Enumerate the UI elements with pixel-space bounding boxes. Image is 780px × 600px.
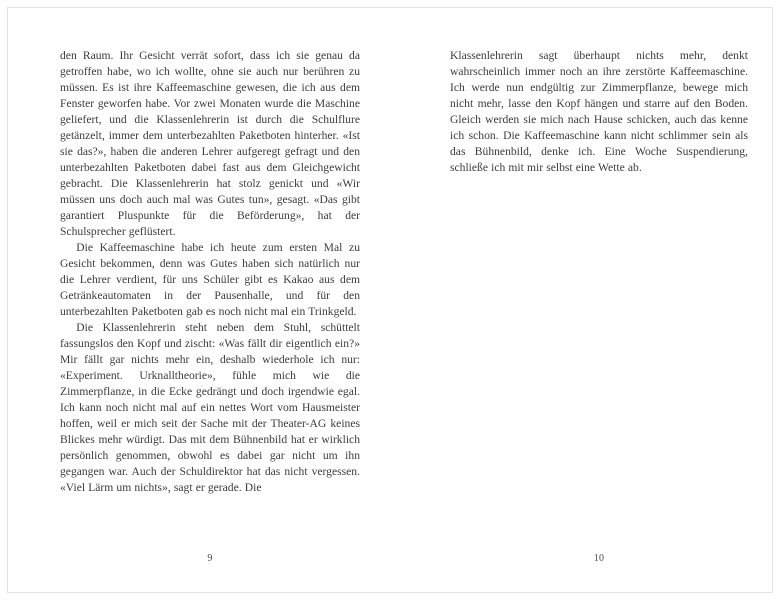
page-number-left: 9 bbox=[207, 553, 213, 564]
paragraph: Die Klassenlehrerin steht neben dem Stuhl, schüttelt fassungslos den Kopf und zischt: «Was fällt dir eigentlich ein?» Mir fällt gar nichts mehr ein, deshalb wiederhole ich nur: «Experiment. Urknalltheorie», fühle mich wie die Zimmerpflanze, in die Ecke gedrängt und doch irgendwie egal. Ich kann noch nicht mal auf ein nettes Wort vom Hausmeister hoffen, weil er mich seit der Sache mit der Theater-AG keines Blickes mehr würdigt. Das mit dem Bühnenbild hat er wirklich persönlich genommen, obwohl es dabei gar nicht um ihn gegangen war. Auch der Schuldirektor hat das nicht vergessen. «Viel Lärm um nichts», sagt er gerade. Die bbox=[60, 321, 360, 494]
paragraph: Die Kaffeemaschine habe ich heute zum ersten Mal zu Gesicht bekommen, denn was Gutes haben sich natürlich nur die Lehrer verdient, für uns Schüler gibt es Kakao aus dem Getränkeautomaten in der Pausenhalle, und für den unterbezahlten Paketboten gab es noch nicht mal ein Trinkgeld. bbox=[60, 241, 360, 318]
page-left bbox=[60, 48, 360, 496]
page-number-right: 10 bbox=[593, 553, 605, 564]
paragraph-continuation: den Raum. Ihr Gesicht verrät sofort, dass ich sie genau da getroffen habe, wo ich wollte, ohne sie auch nur berühren zu müssen. Es ist ihre Kaffeemaschine gewesen, die ich aus dem Fenster geworfen habe. Vor zwei Monaten wurde die Maschine geliefert, und die Klassenlehrerin ist durch die Schulflure getänzelt, immer dem unterbezahlten Paketboten hinterher. «Ist sie das?», haben die anderen Lehrer aufgeregt gefragt und den unterbezahlten Paketboten dabei fast aus dem Gleichgewicht gebracht. Die Klassenlehrerin hat stolz genickt und «Wir müssen uns doch auch mal was Gutes tun», gesagt. «Das gibt garantiert Pluspunkte für die Beförderung», hat der Schulsprecher geflüstert. bbox=[60, 49, 360, 238]
page-left-text bbox=[60, 48, 360, 496]
paragraph-continuation: Klassenlehrerin sagt überhaupt nichts mehr, denkt wahrscheinlich immer noch an ihre zerstörte Kaffeemaschine. Ich werde nun endgültig zur Zimmerpflanze, bewege mich nicht mehr, lasse den Kopf hängen und starre auf den Boden. Gleich werden sie mich nach Hause schicken, auch das kenne ich schon. Die Kaffeemaschine kann nicht schlimmer sein als das Bühnenbild, denke ich. Eine Woche Suspendierung, schließe ich mit mir selbst eine Wette ab. bbox=[450, 49, 748, 174]
page-right bbox=[450, 48, 748, 176]
page-right-text bbox=[450, 48, 748, 176]
